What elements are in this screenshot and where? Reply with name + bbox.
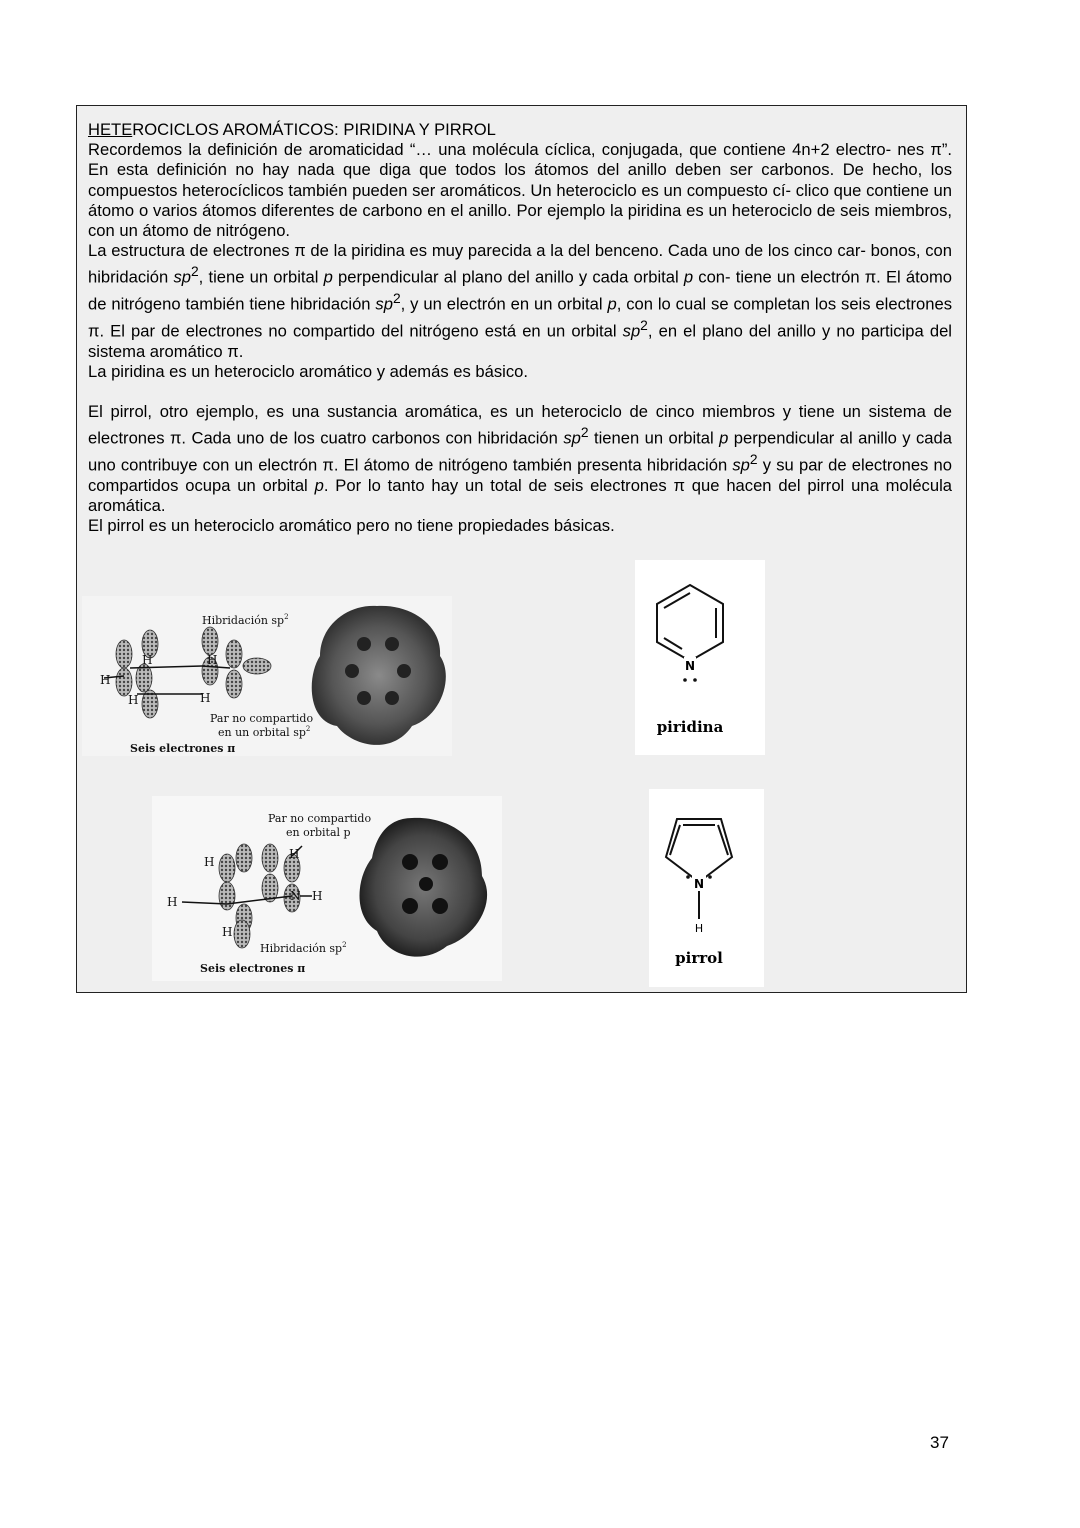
svg-text:H: H [200,691,211,705]
paragraph-definition: Recordemos la definición de aromaticidad “… una molécula cíclica, conjugada, que contiene 4n+2 electro- nes π”. En esta definición no hay nada que diga que todos los átomos del anillo deben ser carbonos. De hecho, los compuestos heterocíclicos también pueden ser aromáticos. Un heterociclo es un compuesto cí- clico que contiene un átomo o varios átomos diferentes de carbono en el anillo. Por ejemplo la piridina es un heterociclo de seis miembros, con un átomo de nitrógeno. [88,140,952,241]
pyrrole-caption: pirrol [675,949,723,967]
content-box [76,105,967,993]
svg-text:Par no compartido: Par no compartido [210,712,314,725]
svg-text:N: N [684,659,696,673]
pyrrole-orbital-diagram [152,796,502,981]
text-block [88,120,952,536]
svg-text:Par no compartido: Par no compartido [268,812,372,825]
svg-text:H: H [207,653,218,667]
paragraph-pyridine-structure: La estructura de electrones π de la piridina es muy parecida a la del benceno. Cada uno de los cinco car- bonos, con hibridación $sp^2$, tiene un orbital p perpendicular al plano del anillo y cada orbital p con- tiene un electrón π. El átomo de nitrógeno también tiene hibridación $sp^2$, y un electrón en un orbital p, con lo cual se completan los seis electrones π. El par de electrones no compartido del nitrógeno está en un orbital $sp^2$, en el plano del anillo y no participa del sistema aromático π. [88,241,952,361]
svg-text:H: H [167,895,178,909]
svg-text:Seis electrones π: Seis electrones π [130,742,236,755]
svg-text:H: H [128,693,139,707]
paragraph-pyrrole: El pirrol, otro ejemplo, es una sustancia aromática, es un heterociclo de cinco miembros y tiene un sistema de electrones π. Cada uno de los cuatro carbonos con hibridación $sp^2$ tienen un orbital p perpendicular al anillo y cada uno contribuye con un electrón π. El átomo de nitrógeno también presenta hibridación $sp^2$ y su par de electrones no compartidos ocupa un orbital p. Por lo tanto hay un total de seis electrones π que hacen del pirrol una molécula aromática. [88,402,952,515]
svg-text:N: N [693,877,705,891]
pyrrole-structure-diagram [649,789,764,987]
page-number: 37 [930,1433,949,1452]
svg-text:N: N [290,889,301,903]
svg-text:H: H [694,922,704,935]
svg-text:en orbital p: en orbital p [286,826,351,839]
paragraph-pyridine-basic: La piridina es un heterociclo aromático y además es básico. [88,361,528,381]
pyridine-structure-diagram [635,560,765,755]
svg-text:H: H [222,925,233,939]
paragraph-pyrrole-not-basic: El pirrol es un heterociclo aromático pero no tiene propiedades básicas. [88,516,615,536]
pyridine-structure-figure [635,560,765,755]
svg-text:H: H [100,673,111,687]
pyridine-caption: piridina [656,718,724,736]
pyridine-orbital-figure [82,596,452,756]
svg-text:H: H [312,889,323,903]
pyrrole-orbital-figure [152,796,502,981]
svg-text:Hibridación sp2: Hibridación $sp^2$ [260,941,347,955]
svg-text:Hibridación sp2: Hibridación $sp^2$ [202,613,289,627]
svg-text:H: H [142,653,153,667]
pyridine-orbital-diagram [82,596,452,756]
svg-text:H: H [289,847,300,861]
svg-text:en un orbital sp2: en un orbital $sp^2$ [218,725,311,739]
section-title: HETEROCICLOS AROMÁTICOS: PIRIDINA Y PIRROL [88,120,496,139]
svg-text:Seis electrones π: Seis electrones π [200,962,306,975]
svg-text:H: H [204,855,215,869]
pyrrole-structure-figure [649,789,764,987]
